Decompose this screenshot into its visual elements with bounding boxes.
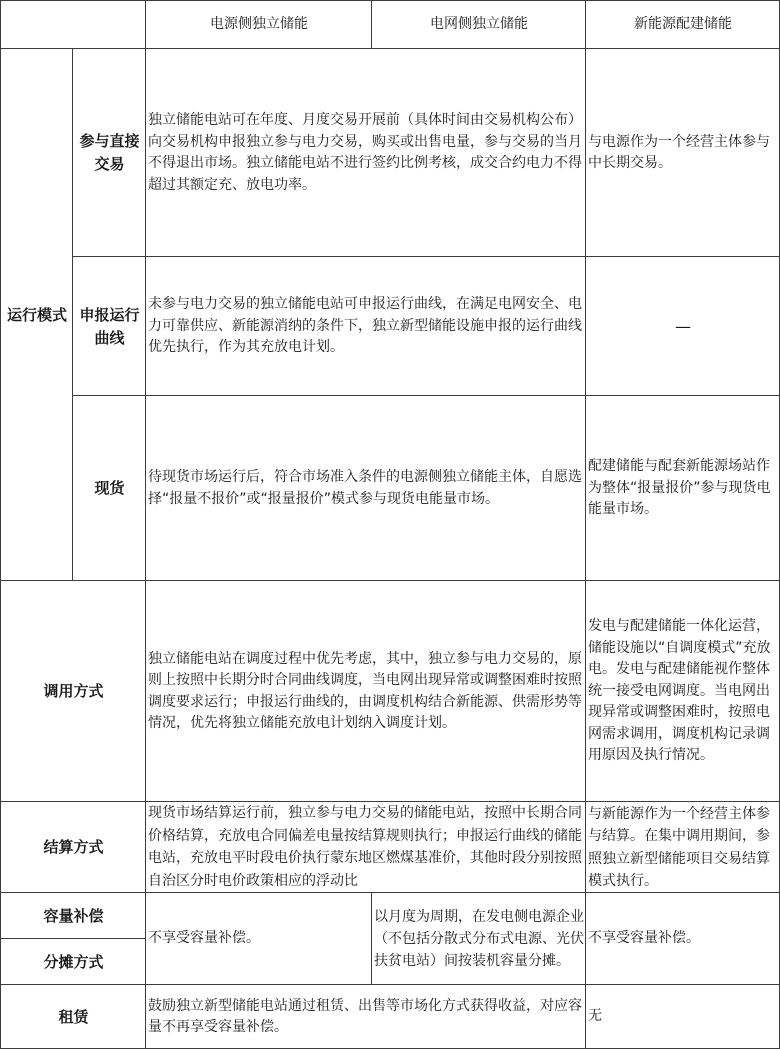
declare-curve-independent: 未参与电力交易的独立储能电站可申报运行曲线，在满足电网安全、电力可靠供应、新能源消纳的条件下，独立新型储能设施申报的运行曲线优先执行，作为其充放电计划。 xyxy=(145,256,586,396)
capacity-grid-side: 以月度为周期，在发电侧电源企业（不包括分散式分布式电源、光伏扶贫电站）间按装机容量分摊。 xyxy=(371,892,586,985)
dispatch-new-energy: 发电与配建储能一体化运营，储能设施以“自调度模式”充放电。发电与配建储能视作整体统一接受电网调度。当电网出现异常或调整困难时，按照电网需求调用，调度机构记录调用原因及执行情况。 xyxy=(585,580,780,802)
header-corner xyxy=(0,0,146,49)
settlement-new-energy: 与新能源作为一个经营主体参与结算。在集中调用期间，参照独立新型储能项目交易结算模式执行。 xyxy=(585,801,780,893)
operation-mode-label: 运行模式 xyxy=(0,48,73,581)
header-new-energy: 新能源配建储能 xyxy=(585,0,780,49)
direct-trade-label: 参与直接交易 xyxy=(72,48,146,257)
spot-new-energy: 配建储能与配套新能源场站作为整体“报量报价”参与现货电能量市场。 xyxy=(585,395,780,581)
lease-label: 租赁 xyxy=(0,984,146,1049)
capacity-source-side: 不享受容量补偿。 xyxy=(145,892,372,985)
capacity-label: 容量补偿 xyxy=(0,892,146,939)
direct-trade-new-energy: 与电源作为一个经营主体参与中长期交易。 xyxy=(585,48,780,257)
settlement-label: 结算方式 xyxy=(0,801,146,893)
header-source-side: 电源侧独立储能 xyxy=(145,0,372,49)
direct-trade-independent: 独立储能电站可在年度、月度交易开展前（具体时间由交易机构公布）向交易机构申报独立参与电力交易，购买或出售电量，参与交易的当月不得退出市场。独立储能电站不进行签约比例考核，成交合约电力不得超过其额定充、放电功率。 xyxy=(145,48,586,257)
lease-independent: 鼓励独立新型储能电站通过租赁、出售等市场化方式获得收益，对应容量不再享受容量补偿。 xyxy=(145,984,586,1049)
capacity-new-energy: 不享受容量补偿。 xyxy=(585,892,780,985)
allocation-label: 分摊方式 xyxy=(0,938,146,985)
declare-curve-new-energy: — xyxy=(585,256,780,396)
dispatch-independent: 独立储能电站在调度过程中优先考虑，其中，独立参与电力交易的，原则上按照中长期分时合同曲线调度，当电网出现异常或调整困难时按照调度要求运行；申报运行曲线的，由调度机构结合新能源、供需形势等情况，优先将独立储能充放电计划纳入调度计划。 xyxy=(145,580,586,802)
header-grid-side: 电网侧独立储能 xyxy=(371,0,586,49)
lease-new-energy: 无 xyxy=(585,984,780,1049)
settlement-independent: 现货市场结算运行前，独立参与电力交易的储能电站，按照中长期合同价格结算，充放电合同偏差电量按结算规则执行；申报运行曲线的储能电站，充放电平时段电价执行蒙东地区燃煤基准价，其他时段分别按照自治区分时电价政策相应的浮动比 xyxy=(145,801,586,893)
declare-curve-label: 申报运行曲线 xyxy=(72,256,146,396)
dispatch-label: 调用方式 xyxy=(0,580,146,802)
spot-label: 现货 xyxy=(72,395,146,581)
spot-independent: 待现货市场运行后，符合市场准入条件的电源侧独立储能主体，自愿选择“报量不报价”或“报量报价”模式参与现货电能量市场。 xyxy=(145,395,586,581)
